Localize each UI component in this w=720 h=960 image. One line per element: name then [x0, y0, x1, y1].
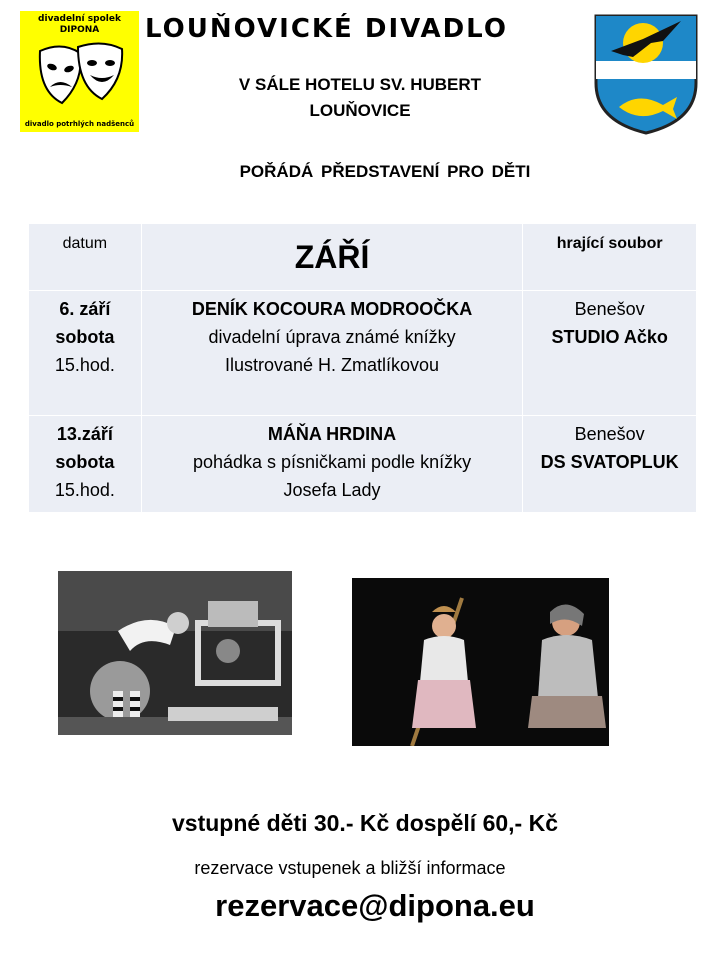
venue-line2: LOUŇOVICE: [309, 101, 411, 120]
row-date: 6. září: [59, 299, 111, 319]
dipona-logo: [20, 11, 139, 132]
presents-subtitle: POŘÁDÁ PŘEDSTAVENÍ PRO DĚTI: [239, 162, 531, 181]
theater-masks-icon: [32, 41, 128, 113]
row-desc2: Ilustrované H. Zmatlíkovou: [224, 355, 440, 375]
admission-price: vstupné děti 30.- Kč dospělí 60,- Kč: [172, 810, 558, 836]
reservation-info: rezervace vstupenek a bližší informace: [194, 858, 506, 878]
logo-tagline: divadlo potrhlých nadšenců: [24, 120, 135, 128]
table-row: [29, 291, 697, 416]
header-date: [29, 224, 142, 291]
performance-photo-2: [352, 578, 609, 746]
row-show-cell: [141, 291, 523, 416]
row-show-cell: [141, 416, 523, 513]
logo-line1: divadelní spolek: [38, 14, 121, 24]
row-date: 13.září: [56, 424, 113, 444]
row-town: Benešov: [574, 424, 645, 444]
header-date-label: datum: [62, 235, 108, 252]
row-title: DENÍK KOCOURA MODROOČKA: [191, 299, 473, 319]
row-time: 15.hod.: [54, 480, 115, 500]
row-ensemble: STUDIO Ačko: [551, 327, 668, 347]
header-month: [141, 224, 523, 291]
row-weekday: sobota: [55, 327, 115, 347]
row-ensemble-cell: [523, 416, 697, 513]
header-ensemble-label: hrající soubor: [556, 235, 663, 252]
row-date-cell: [29, 291, 142, 416]
header-month-label: ZÁŘÍ: [294, 239, 370, 275]
row-date-cell: [29, 416, 142, 513]
row-time: 15.hod.: [54, 355, 115, 375]
coat-of-arms-icon: [593, 13, 699, 135]
table-row: [29, 416, 697, 513]
reservation-email-link[interactable]: rezervace@dipona.eu: [215, 888, 535, 923]
logo-line2: DIPONA: [59, 25, 100, 35]
row-desc2: Josefa Lady: [283, 480, 381, 500]
row-desc1: divadelní úprava známé knížky: [208, 327, 456, 347]
row-town: Benešov: [574, 299, 645, 319]
venue-line1: V SÁLE HOTELU SV. HUBERT: [238, 75, 482, 94]
schedule-table: [28, 223, 697, 513]
row-ensemble-cell: [523, 291, 697, 416]
row-weekday: sobota: [55, 452, 115, 472]
header-ensemble: [523, 224, 697, 291]
row-ensemble: DS SVATOPLUK: [540, 452, 679, 472]
row-title: MÁŇA HRDINA: [267, 424, 397, 444]
venue: [180, 72, 540, 124]
row-desc1: pohádka s písničkami podle knížky: [192, 452, 472, 472]
page-title: LOUŇOVICKÉ DIVADLO: [145, 14, 508, 44]
performance-photo-1: [58, 571, 292, 735]
table-header-row: [29, 224, 697, 291]
